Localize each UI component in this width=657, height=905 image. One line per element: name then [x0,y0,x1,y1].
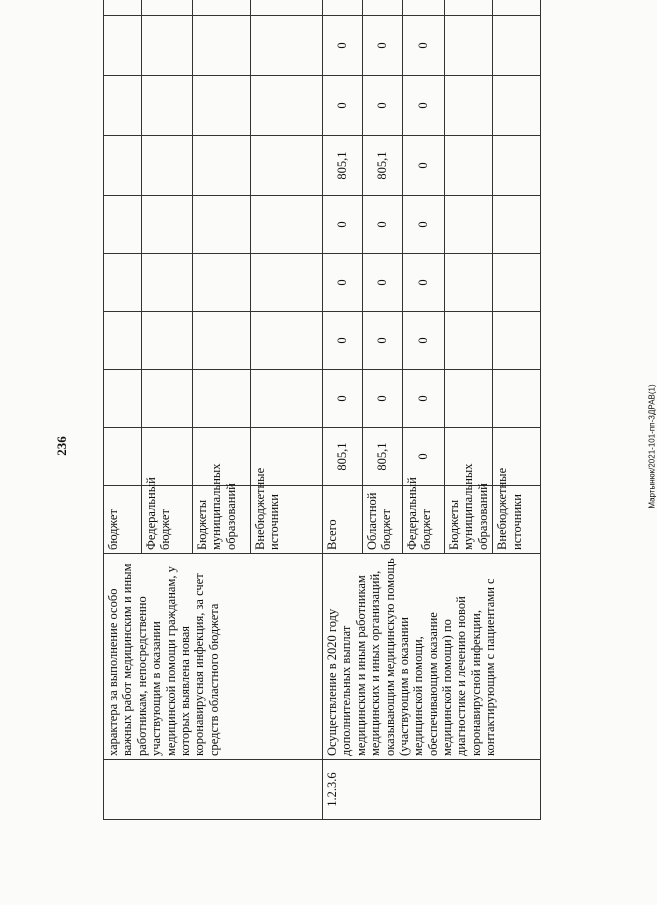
value-cell: 0 [403,312,445,370]
value-cell [445,312,493,370]
value-cell [142,76,193,136]
value-cell: 805,1 [323,136,363,196]
value-cell [493,254,541,312]
funding-source-cell: Бюджеты муниципальных образований [193,486,251,554]
value-cell [193,136,251,196]
value-cell: 0 [403,16,445,76]
program-table-rotated [103,16,538,820]
value-cell: 0 [403,136,445,196]
value-cell: 0 [403,254,445,312]
value-cell: 0 [323,370,363,428]
value-cell [142,136,193,196]
value-cell [493,370,541,428]
value-cell: 0 [363,312,403,370]
value-cell [193,370,251,428]
value-cell [251,312,323,370]
funding-source-cell: Внебюджетные источники [493,486,541,554]
table-row [323,0,363,820]
value-cell: 0 [363,370,403,428]
item-description-cell: характера за выполнение особо важных работ медицинским и иным работникам, непосредственно участвующим в оказании медицинской помощи гражданам, у которых выявлена новая коронавирусная инфекция, за счет средств областного бюджета [104,554,323,760]
value-cell: 805,1 [323,428,363,486]
value-cell [193,16,251,76]
item-group [323,0,541,820]
funding-source-cell: бюджет [104,486,142,554]
value-cell: 0 [323,196,363,254]
continued-group [104,0,323,820]
value-cell [445,136,493,196]
value-cell [193,312,251,370]
value-cell [363,0,403,16]
value-cell [493,312,541,370]
value-cell [193,0,251,16]
value-cell [251,196,323,254]
value-cell [193,196,251,254]
value-cell [104,370,142,428]
value-cell [142,0,193,16]
value-cell [104,136,142,196]
value-cell [104,312,142,370]
value-cell: 0 [323,16,363,76]
value-cell [493,136,541,196]
value-cell: 0 [363,196,403,254]
value-cell: 0 [403,428,445,486]
item-code-cell [104,760,323,820]
value-cell: 0 [323,76,363,136]
value-cell [104,76,142,136]
funding-source-cell: Федеральный бюджет [142,486,193,554]
value-cell [445,370,493,428]
value-cell: 0 [403,370,445,428]
item-description-cell: Осуществление в 2020 году дополнительных выплат медицинским и иным работникам медицинских и иных организаций, оказывающим медицинскую помощь (участвующим в оказании медицинской помощи, обеспечивающим оказание медицинской помощи) по диагностике и лечению новой коронавирусной инфекции, контактирующим с пациентами с [323,554,541,760]
value-cell [251,76,323,136]
value-cell [493,76,541,136]
value-cell [104,196,142,254]
value-cell: 805,1 [363,428,403,486]
value-cell: 0 [323,312,363,370]
value-cell [251,0,323,16]
value-cell: 0 [323,254,363,312]
value-cell [493,16,541,76]
value-cell: 0 [363,16,403,76]
value-cell [104,428,142,486]
value-cell [104,16,142,76]
value-cell [142,254,193,312]
value-cell [142,196,193,254]
funding-table [103,0,541,820]
value-cell [403,0,445,16]
value-cell: 0 [403,196,445,254]
table-row [104,0,142,820]
value-cell [142,370,193,428]
value-cell: 805,1 [363,136,403,196]
value-cell [445,254,493,312]
value-cell [251,370,323,428]
value-cell [493,196,541,254]
value-cell [445,76,493,136]
value-cell: 0 [403,76,445,136]
funding-source-cell: Всего [323,486,363,554]
funding-source-cell: Бюджеты муниципальных образований [445,486,493,554]
value-cell [251,254,323,312]
item-code-cell: 1.2.3.6 [323,760,541,820]
value-cell [251,136,323,196]
value-cell [104,254,142,312]
funding-source-cell: Областной бюджет [363,486,403,554]
value-cell: 0 [363,254,403,312]
value-cell [251,16,323,76]
value-cell [193,76,251,136]
value-cell [445,0,493,16]
value-cell: 0 [363,76,403,136]
value-cell [193,254,251,312]
value-cell [142,16,193,76]
value-cell [493,0,541,16]
page-number: 236 [53,436,69,456]
value-cell [104,0,142,16]
value-cell [445,16,493,76]
value-cell [142,312,193,370]
document-footer: Мартынюк/2021-101-пп-ЗДРАВ(1) [647,384,657,509]
funding-source-cell: Федеральный бюджет [403,486,445,554]
value-cell [323,0,363,16]
funding-source-cell: Внебюджетные источники [251,486,323,554]
value-cell [445,196,493,254]
